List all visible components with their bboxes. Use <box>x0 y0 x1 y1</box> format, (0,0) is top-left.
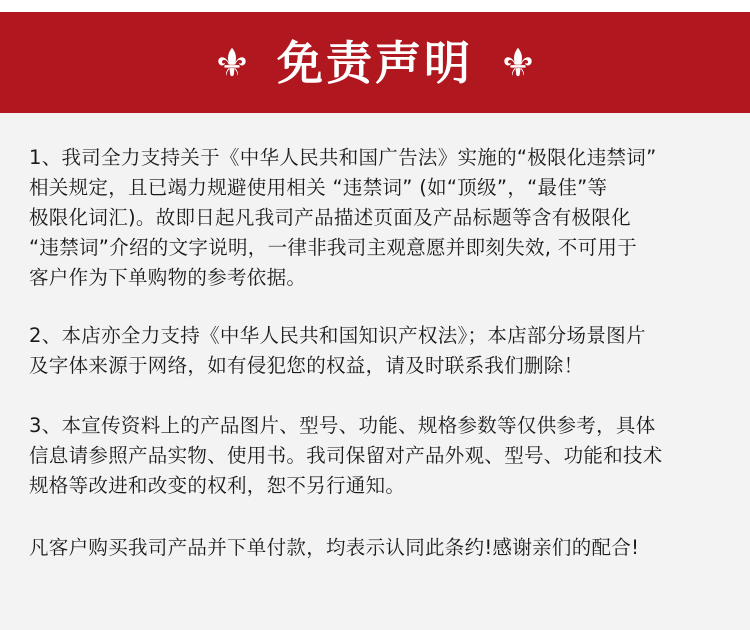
clause-product-reference <box>29 411 729 501</box>
paragraph-line: 极限化词汇)。故即日起凡我司产品描述页面及产品标题等含有极限化 <box>29 206 631 229</box>
page-title: 免责声明 <box>277 35 473 90</box>
clause-intellectual-property <box>29 321 729 381</box>
paragraph-line: 规格等改进和改变的权利，恕不另行通知。 <box>29 474 406 497</box>
paragraph-line: “违禁词”介绍的文字说明，一律非我司主观意愿并即刻失效, 不可用于 <box>29 236 638 259</box>
header-banner <box>0 12 750 113</box>
clause-customer-agreement <box>29 533 729 563</box>
fleur-de-lis-icon <box>501 46 535 80</box>
paragraph-line: 客户作为下单购物的参考依据。 <box>29 266 307 289</box>
paragraph-line: 3、本宣传资料上的产品图片、型号、功能、规格参数等仅供参考，具体 <box>29 414 656 437</box>
paragraph-line: 信息请参照产品实物、使用书。我司保留对产品外观、型号、功能和技术 <box>29 444 663 467</box>
clause-advertising-law <box>29 143 729 293</box>
paragraph-line: 相关规定，且已竭力规避使用相关 “违禁词” (如“顶级”，“最佳”等 <box>29 176 608 199</box>
fleur-de-lis-icon <box>215 46 249 80</box>
paragraph-line: 及字体来源于网络，如有侵犯您的权益，请及时联系我们删除！ <box>29 354 584 377</box>
paragraph-line: 2、本店亦全力支持《中华人民共和国知识产权法》；本店部分场景图片 <box>29 324 646 347</box>
paragraph-line: 凡客户购买我司产品并下单付款，均表示认同此条约!感谢亲们的配合! <box>29 536 640 559</box>
disclaimer-body <box>0 113 750 630</box>
paragraph-line: 1、我司全力支持关于《中华人民共和国广告法》实施的“极限化违禁词” <box>29 146 657 169</box>
